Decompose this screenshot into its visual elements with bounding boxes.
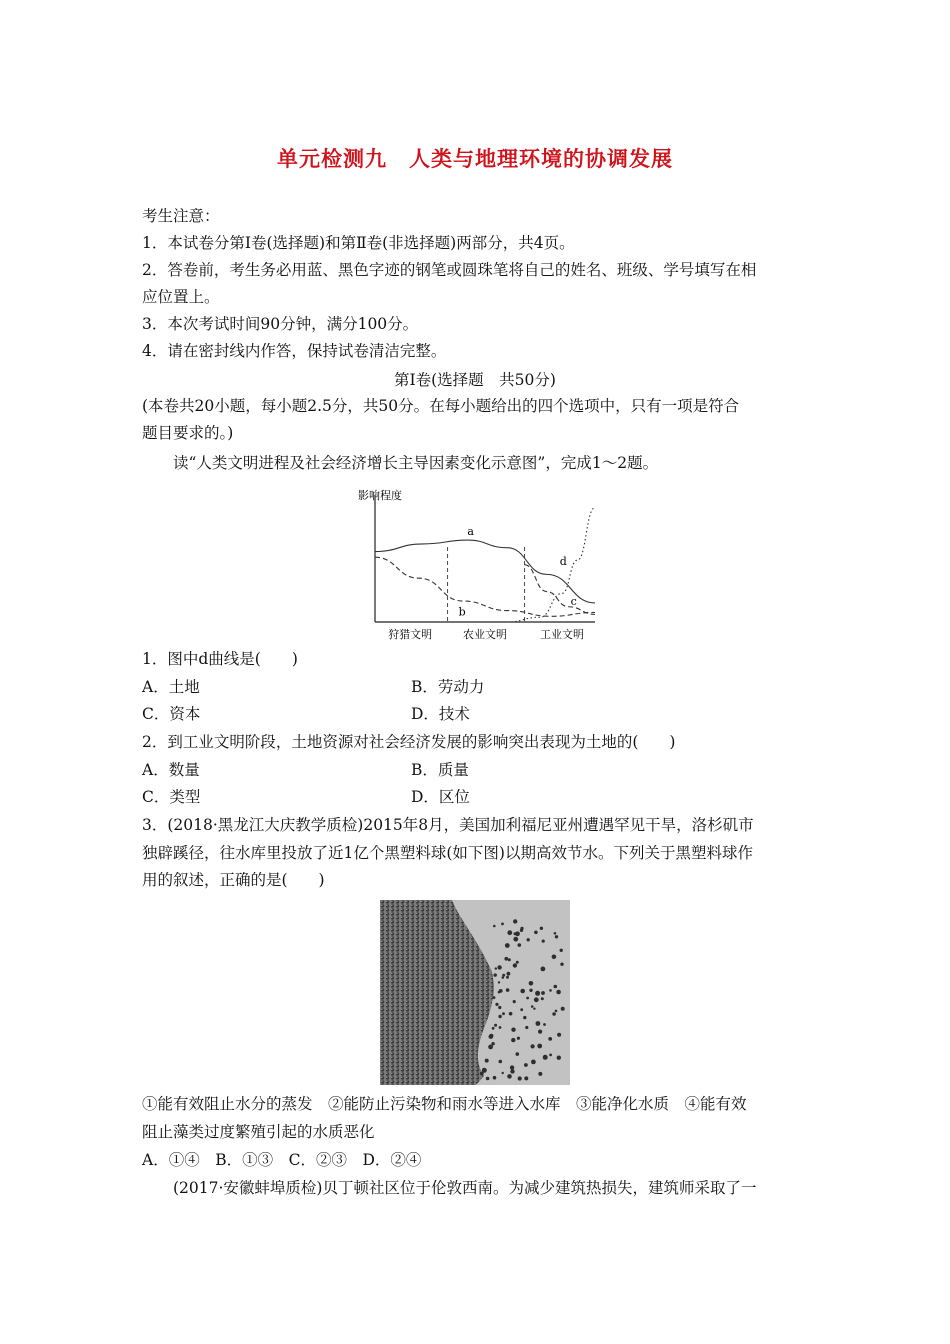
q2-option-d: D．区位 [411,788,470,806]
curve-label-c: c [570,594,577,608]
chart-ylabel: 影响程度 [358,489,402,502]
notice-item-4: 4．请在密封线内作答，保持试卷清洁完整。 [142,342,447,360]
reservoir-shade-balls-photo [380,900,570,1085]
q2-option-a: A．数量 [142,761,200,779]
question-intro: 读“人类文明进程及社会经济增长主导因素变化示意图”，完成1～2题。 [173,454,659,472]
civilization-factor-chart [350,485,605,645]
q3-stem-3: 用的叙述，正确的是( ) [142,871,325,889]
notice-item-2-cont: 应位置上。 [142,288,220,306]
notice-item-1: 1．本试卷分第Ⅰ卷(选择题)和第Ⅱ卷(非选择题)两部分，共4页。 [142,234,575,252]
stage-label-2: 农业文明 [463,628,507,641]
curve-label-b: b [458,605,466,619]
notice-item-3: 3．本次考试时间90分钟，满分100分。 [142,315,419,333]
curve-a [375,540,595,603]
q1-stem: 1．图中d曲线是( ) [142,650,298,668]
q3-statements-1: ①能有效阻止水分的蒸发 ②能防止污染物和雨水等进入水库 ③能净化水质 ④能有效 [142,1095,747,1113]
chart-curve-labels [459,525,577,618]
q2-option-c: C．类型 [142,788,201,806]
q3-statements-2: 阻止藻类过度繁殖引起的水质恶化 [142,1123,375,1141]
chart-stage-labels [388,627,584,641]
section-desc-2: 题目要求的。) [142,424,234,442]
next-question-intro: (2017·安徽蚌埠质检)贝丁顿社区位于伦敦西南。为减少建筑热损失，建筑师采取了一 [173,1179,757,1197]
q1-option-d: D．技术 [411,705,470,723]
notice-heading: 考生注意： [142,207,220,225]
curve-label-a: a [467,525,474,539]
notice-item-2: 2．答卷前，考生务必用蓝、黑色字迹的钢笔或圆珠笔将自己的姓名、班级、学号填写在相 [142,261,757,279]
q3-stem-2: 独辟蹊径，往水库里投放了近1亿个黑塑料球(如下图)以期高效节水。下列关于黑塑料球作 [142,844,753,862]
q2-option-b: B．质量 [411,761,469,779]
q3-stem-1: 3．(2018·黑龙江大庆教学质检)2015年8月，美国加利福尼亚州遭遇罕见干旱，洛杉矶市 [142,816,754,834]
q3-options: A．①④ B．①③ C．②③ D．②④ [142,1151,422,1169]
q1-option-b: B．劳动力 [411,678,485,696]
stage-label-3: 工业文明 [540,628,584,641]
section-desc-1: (本卷共20小题，每小题2.5分，共50分。在每小题给出的四个选项中，只有一项是符合 [142,397,740,415]
curve-label-d: d [559,554,567,568]
curve-c [525,565,595,615]
q1-option-c: C．资本 [142,705,201,723]
curve-d [507,508,595,622]
q2-stem: 2．到工业文明阶段，土地资源对社会经济发展的影响突出表现为土地的( ) [142,733,676,751]
stage-label-1: 狩猎文明 [388,628,433,641]
q1-option-a: A．土地 [142,678,200,696]
page-title: 单元检测九 人类与地理环境的协调发展 [277,147,673,171]
section-title: 第Ⅰ卷(选择题 共50分) [394,371,556,389]
